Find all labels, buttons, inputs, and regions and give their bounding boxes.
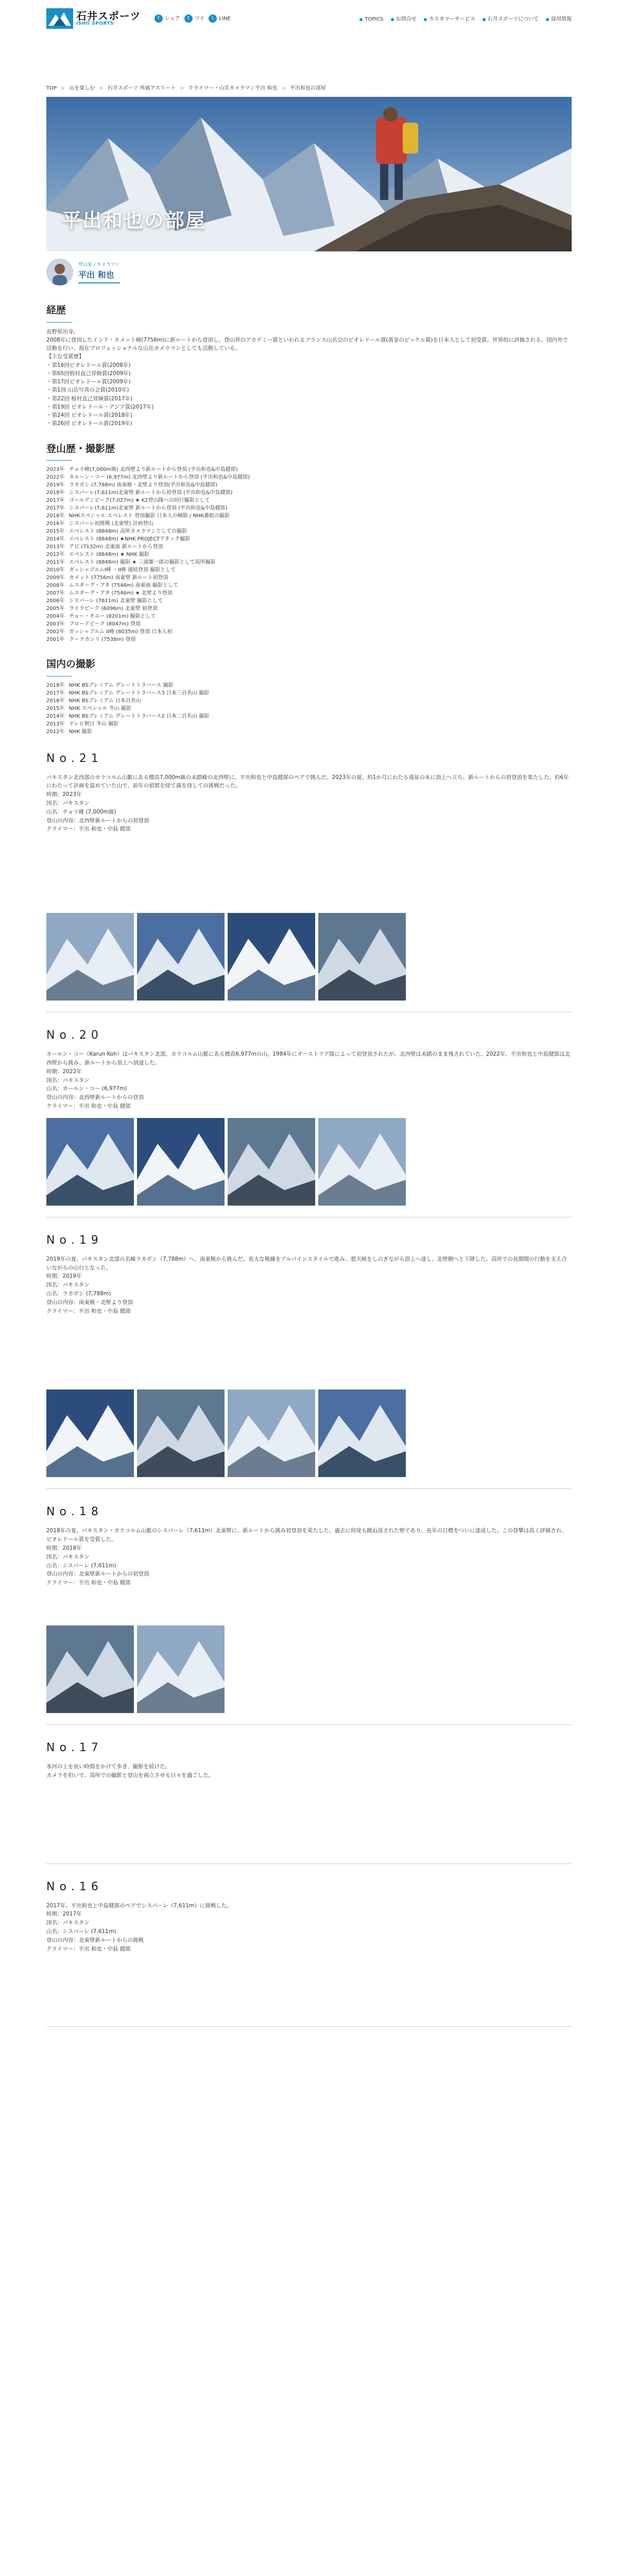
entry-description: カールン・コー（Karun Koh）はパキスタン北部、カラコルム山脈にある標高6,977mの山。1984年にオーストリア隊によって初登頂されたが、北西壁は未踏のまま残されていた。2022年、平出和也と中島健郎は北西壁から挑み、新ルートから頂上へ到達した。 時期：2022年 国名：パキスタン 山名：カールン・コー (6,977m) 登山の内容：北西壁新ルートからの登頂 クライマー：平出 和也・中島 健郎 — [46, 1051, 571, 1110]
history-year: 2019年 — [46, 482, 65, 488]
history-row — [46, 535, 572, 543]
history-text: シスパーレ(7,611m)北東壁 新ルートから登頂 (平出和也&中島健郎) — [69, 505, 228, 512]
history-row — [46, 473, 572, 481]
history-text: NHK BSプレミアム グレートトラバース 撮影 — [69, 682, 174, 688]
breadcrumb-link[interactable]: TOP — [46, 85, 57, 91]
history-year: 2022年 — [46, 474, 65, 481]
history-year: 2002年 — [46, 629, 65, 635]
entry-description: パキスタン北西部のカラコルム山脈にある標高7,000m級の未踏峰の北西壁に、平出和也と中島健郎のペアで挑んだ。2023年の夏、約1か月にわたる遠征の末に頂上へ立ち、新ルートからの初登頂を果たした。約6年にわたって計画を温めていた山で、前年の偵察を経て満を持しての挑戦だった。 時期：2023年 国名：パキスタン 山名：チョリ峰 (7,000m級) 登山の内容：北西壁新ルートからの初登頂 クライマー：平出 和也・中島 健郎 — [46, 774, 569, 833]
history-row — [46, 512, 572, 520]
sns-label: シェア — [165, 15, 180, 22]
twitter-icon: t — [184, 14, 193, 23]
history-row — [46, 551, 572, 558]
history-text: NHK スペシャル 冬山 撮影 — [69, 705, 131, 711]
history-text: テレビ朝日 冬山 撮影 — [69, 721, 119, 727]
nav-bullet-icon — [359, 18, 363, 21]
breadcrumb-link: 平出和也の部屋 — [289, 85, 326, 91]
expedition-photo[interactable] — [228, 1389, 315, 1477]
history-row — [46, 705, 572, 713]
history-year: 2016年 — [46, 698, 65, 704]
expedition-photo[interactable] — [228, 1118, 315, 1206]
history-text: ムスターグ・アタ (7546m) 南東面 撮影として — [69, 583, 178, 589]
avatar — [46, 259, 73, 285]
history-year: 2010年 — [46, 567, 65, 573]
expedition-photo[interactable] — [137, 913, 225, 1001]
history-text: エベレスト (8848m) 撮影 ★ 三浦雄一郎の撮影として高所撮影 — [69, 560, 216, 566]
photo-gallery — [46, 913, 572, 1001]
history-year: 2004年 — [46, 614, 65, 620]
expedition-photo[interactable] — [46, 1389, 134, 1477]
expedition-photo[interactable] — [318, 913, 406, 1001]
history-text: クーラカンリ (7538m) 登頂 — [69, 637, 136, 643]
sns-label: LINE — [219, 15, 231, 22]
site-header — [46, 0, 572, 41]
expedition-entry — [46, 1739, 572, 1864]
domestic-list — [46, 682, 572, 736]
nav-link[interactable] — [359, 15, 383, 23]
history-year: 2015年 — [46, 705, 65, 711]
career-text: 長野県出身。 2008年に登頂したインド・カメット峰(7756m)に新ルートから登頂し、登山界のアカデミー賞といわれるフランス山岳会のピオレドール賞(黄金のピッケル賞)を日本人として初受賞。世界的に評価される。国内外で活動を行い、現在プロフェッショナルな山岳カメラマンとしても活動している。 【主な受賞歴】 ・第16回ピオレドール賞(2008年) ・第65回植村直己冒険賞(2009年) ・第17回ピオレドール賞(2009年) ・第1回 山岳写真の会賞(2010年) ・第22回 植村直己冒険賞(2017年) ・第19回 ピオレドール・アジア賞(2017年) ・第24回 ピオレドール賞(2018年) ・第26回 ピオレドール賞(2019年) — [46, 328, 568, 427]
nav-bullet-icon — [391, 18, 394, 21]
entry-number: N o . 1 6 — [46, 1880, 99, 1893]
entry-description: 2019年の夏、パキスタン北部の名峰ラカポシ（7,788m）へ、南東稜から挑んだ。長大な稜線をアルパインスタイルで進み、悪天候をしのぎながら頂上へ達し、北壁側へと下降した。高所での長期間の行動を支え合いながらの山行となった。 時期：2019年 国名：パキスタン 山名：ラカポシ (7,788m) 登山の内容：南東稜・北壁より登頂 クライマー：平出 和也・中島 健郎 — [46, 1256, 567, 1314]
nav-link[interactable] — [546, 15, 572, 23]
history-row — [46, 689, 572, 697]
breadcrumb-separator-icon: > — [61, 85, 65, 91]
history-row — [46, 597, 572, 605]
nav-label: 採用情報 — [551, 16, 572, 22]
history-text: エベレスト (8848m) ★NHK PROJECTアタック撮影 — [69, 536, 191, 543]
history-year: 2018年 — [46, 490, 65, 496]
expedition-photo[interactable] — [318, 1389, 406, 1477]
top-nav — [359, 15, 572, 23]
history-year: 2007年 — [46, 590, 65, 597]
climbing-list — [46, 466, 572, 643]
breadcrumb-link[interactable]: クライマー・山岳カメラマン平出 和也 — [188, 85, 278, 91]
expedition-photo[interactable] — [318, 1118, 406, 1206]
history-year: 2012年 — [46, 728, 65, 735]
logo-text-jp: 石井スポーツ — [76, 10, 141, 23]
sns-share-line[interactable] — [209, 14, 230, 23]
expedition-photo[interactable] — [137, 1389, 225, 1477]
photo-gallery — [46, 1118, 572, 1206]
history-year: 2018年 — [46, 682, 65, 688]
history-text: シスパーレ(7,611m)北東壁 新ルートから初登頂 (平出和也&中島健郎) — [69, 490, 233, 496]
history-year: 2013年 — [46, 721, 65, 727]
profile-role: 登山家 / カメラマン — [78, 262, 120, 267]
history-year: 2014年 — [46, 713, 65, 719]
history-text: ラカポシ (7,788m) 南東稜・北壁より登頂(平出和也&中島健郎) — [69, 482, 218, 488]
history-row — [46, 528, 572, 535]
history-year: 2009年 — [46, 575, 65, 581]
nav-label: カスタマーサービス — [428, 16, 475, 22]
breadcrumb-link[interactable]: 石井スポーツ 所属アスリート — [107, 85, 176, 91]
history-text: シスパーレ初挑戦 (北東壁) 計画登山 — [69, 521, 153, 527]
history-year: 2008年 — [46, 583, 65, 589]
history-year: 2001年 — [46, 637, 65, 643]
history-row — [46, 520, 572, 528]
history-text: シスパーレ (7611m) 北東壁 撮影として — [69, 598, 163, 604]
history-year: 2011年 — [46, 560, 65, 566]
history-year: 2006年 — [46, 598, 65, 604]
history-text: エベレスト (8848m) 高所カメラマンとしての撮影 — [69, 529, 187, 535]
entry-spacer — [46, 1587, 572, 1618]
entry-divider — [46, 1724, 572, 1725]
history-row — [46, 720, 572, 728]
expedition-entry — [46, 1503, 572, 1725]
history-year: 2012年 — [46, 552, 65, 558]
expedition-entry — [46, 1027, 572, 1217]
history-row — [46, 582, 572, 589]
history-row — [46, 713, 572, 720]
nav-label: TOPICS — [365, 16, 384, 22]
history-year: 2016年 — [46, 521, 65, 527]
hero-banner — [46, 97, 572, 251]
photo-gallery — [46, 1389, 572, 1477]
entry-number: N o . 1 9 — [46, 1233, 99, 1247]
history-text: カメット (7756m) 南東壁 新ルート初登頂 — [69, 575, 168, 581]
expedition-photo[interactable] — [137, 1625, 225, 1713]
expedition-entry — [46, 1878, 572, 2027]
history-row — [46, 489, 572, 497]
history-row — [46, 589, 572, 597]
expedition-photo[interactable] — [228, 913, 315, 1001]
expedition-photo[interactable] — [137, 1118, 225, 1206]
career-title: 経歴 — [46, 304, 66, 316]
entry-description: 2018年の夏、パキスタン・カラコルム山脈のシスパーレ（7,611m）北東壁に、新ルートから挑み初登頂を果たした。過去に何度も跳ね返された壁であり、長年の目標をついに達成した。この登攀は高く評価され、ピオレドール賞を受賞した。 時期：2018年 国名：パキスタン 山名：シスパーレ (7,611m) 登山の内容：北東壁新ルートからの初登頂 クライマー：平出 和也・中島 健郎 — [46, 1528, 568, 1586]
history-year: 2005年 — [46, 606, 65, 612]
nav-link[interactable] — [391, 15, 417, 23]
sns-share-twitter[interactable] — [184, 14, 205, 23]
entry-number: N o . 2 1 — [46, 752, 99, 765]
history-text: ムスターグ・アタ (7546m) ★ 北壁より登頂 — [69, 590, 173, 597]
sns-share-facebook[interactable] — [154, 14, 180, 23]
history-text: アピ (7132m) 北東面 新ルートから登頂 — [69, 544, 163, 550]
breadcrumb-separator-icon: > — [180, 85, 184, 91]
history-text: NHK 撮影 — [69, 728, 92, 735]
entry-spacer — [46, 834, 572, 906]
history-row — [46, 466, 572, 473]
entry-number: N o . 2 0 — [46, 1029, 99, 1042]
entry-divider — [46, 1863, 572, 1864]
history-year: 2013年 — [46, 544, 65, 550]
entry-divider — [46, 1488, 572, 1489]
history-row — [46, 558, 572, 566]
entry-spacer — [46, 1315, 572, 1382]
history-year: 2017年 — [46, 498, 65, 504]
facebook-icon: f — [154, 14, 163, 23]
page — [46, 0, 572, 2027]
history-text: ライラピーク (6096m) 北東壁 初登頂 — [69, 606, 158, 612]
breadcrumb-separator-icon: > — [281, 85, 286, 91]
history-row — [46, 497, 572, 504]
history-row — [46, 628, 572, 636]
expedition-photo[interactable] — [46, 1118, 134, 1206]
history-year: 2014年 — [46, 536, 65, 543]
history-text: ガッシャブルムI峰 ・II峰 連続登頂 撮影として — [69, 567, 176, 573]
athlete-profile — [46, 259, 572, 290]
history-row — [46, 605, 572, 613]
expedition-photo[interactable] — [46, 913, 134, 1001]
climbing-title: 登山歴・撮影歴 — [46, 443, 115, 454]
history-row — [46, 636, 572, 643]
nav-link[interactable] — [483, 15, 539, 23]
sns-share-list — [154, 14, 231, 23]
entry-number: N o . 1 8 — [46, 1505, 99, 1519]
history-text: ブロードピーク (8047m) 登頂 — [69, 621, 141, 628]
history-row — [46, 620, 572, 628]
nav-link[interactable] — [424, 15, 475, 23]
nav-label: お問合せ — [396, 16, 417, 22]
history-year: 2017年 — [46, 505, 65, 512]
expedition-entry — [46, 750, 572, 1013]
entries — [46, 750, 572, 2027]
history-year: 2003年 — [46, 621, 65, 628]
history-row — [46, 481, 572, 489]
logo-text-en: ISHII SPORTS — [76, 21, 114, 27]
nav-bullet-icon — [424, 18, 427, 21]
section-divider — [46, 460, 72, 461]
section-divider — [46, 322, 72, 323]
history-year: 2015年 — [46, 529, 65, 535]
entry-description: 氷河の上を長い時間をかけて歩き、撮影を続けた。 カメラを担いで、高所での撮影と登山を両立させる日々を過ごした。 — [46, 1764, 214, 1778]
history-text: エベレスト (8848m) ★ NHK 撮影 — [69, 552, 149, 558]
history-row — [46, 682, 572, 689]
history-text: NHK BSプレミアム グレートトラバース3 日本三百名山 撮影 — [69, 690, 210, 696]
history-text: チョリ峰(7,000m級) 北西壁より新ルートから登頂 (平出和也&中島健郎) — [69, 467, 238, 473]
history-row — [46, 728, 572, 736]
sns-label: ツイ — [194, 15, 205, 22]
breadcrumb-separator-icon: > — [99, 85, 104, 91]
expedition-photo[interactable] — [46, 1625, 134, 1713]
history-row — [46, 566, 572, 574]
expedition-entry — [46, 1232, 572, 1489]
logo-mountain-icon — [46, 8, 73, 29]
logo[interactable] — [46, 8, 141, 29]
history-row — [46, 504, 572, 512]
entry-number: N o . 1 7 — [46, 1741, 99, 1754]
history-text: NHK BSプレミアム 日本百名山 — [69, 698, 141, 704]
history-text: NHK BSプレミアム グレートトラバース2 日本二百名山 撮影 — [69, 713, 210, 719]
history-text: NHKスペシャル エベレスト 登頂撮影 日本人の極限 / NHK番組の撮影 — [69, 513, 230, 519]
entry-spacer — [46, 1780, 572, 1852]
history-row — [46, 697, 572, 705]
nav-label: 石井スポーツについて — [487, 16, 539, 22]
entry-divider — [46, 2026, 572, 2027]
entry-description: 2017年、平出和也と中島健郎のペアでシスパーレ（7,611m）に挑戦した。 時期：2017年 国名：パキスタン 山名：シスパーレ (7,611m) 登山の内容：北東壁新ルートからの挑戦 クライマー：平出 和也・中島 健郎 — [46, 1902, 232, 1952]
nav-bullet-icon — [546, 18, 549, 21]
profile-name: 平出 和也 — [78, 269, 120, 283]
history-year: 2017年 — [46, 690, 65, 696]
entry-spacer — [46, 1953, 572, 2015]
history-year: 2023年 — [46, 467, 65, 473]
domestic-title: 国内の撮影 — [46, 658, 96, 670]
history-text: ガッシャブルム II峰 (8035m) 登頂 日本人初 — [69, 629, 173, 635]
nav-bullet-icon — [483, 18, 486, 21]
breadcrumb-link[interactable]: 山を楽しむ — [69, 85, 95, 91]
line-icon: L — [209, 14, 217, 23]
history-text: カルーン・コー (6,977m) 北西壁より新ルートから登頂 (平出和也&中島健郎) — [69, 474, 250, 481]
history-year: 2016年 — [46, 513, 65, 519]
hero-title: 平出和也の部屋 — [62, 209, 207, 232]
photo-gallery — [46, 1625, 572, 1713]
history-row — [46, 574, 572, 582]
history-text: ゴールデンピーク(7,027m) ★ K2登山隊への同行撮影として — [69, 498, 210, 504]
history-row — [46, 543, 572, 551]
breadcrumb — [46, 79, 572, 97]
history-row — [46, 613, 572, 620]
history-text: チョー・オユー (8201m) 撮影として — [69, 614, 156, 620]
